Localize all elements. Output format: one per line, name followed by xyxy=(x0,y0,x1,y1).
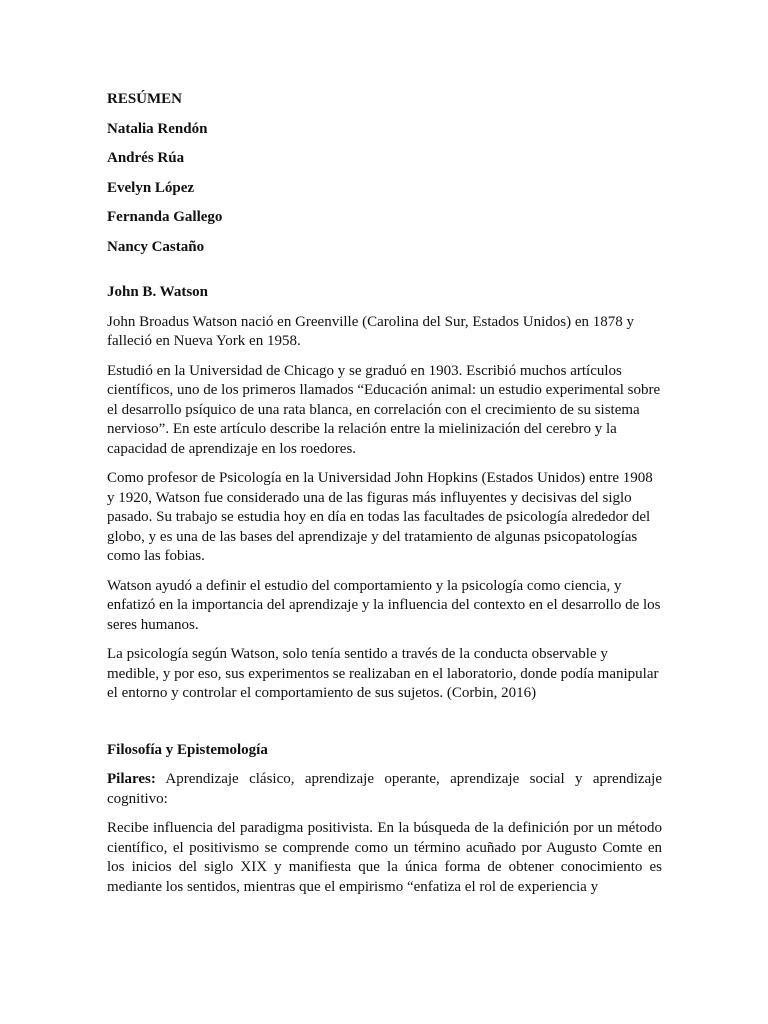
section-spacer xyxy=(107,714,662,741)
paragraph: Watson ayudó a definir el estudio del comportamiento y la psicología como ciencia, y enfatizó en la importancia del aprendizaje y la influencia del contexto en el desarrollo de los seres humanos. xyxy=(107,577,661,633)
pillars-label: Pilares: xyxy=(107,771,156,787)
author-name: Evelyn López xyxy=(107,179,195,196)
pillars-text: Aprendizaje clásico, aprendizaje operante, aprendizaje social y aprendizaje cognitivo: xyxy=(107,771,662,807)
author-name: Andrés Rúa xyxy=(107,150,185,166)
paragraph: John Broadus Watson nació en Greenville (Carolina del Sur, Estados Unidos) en 1878 y falleció en Nueva York en 1958. xyxy=(107,313,634,349)
document-header xyxy=(107,90,662,257)
paragraph: La psicología según Watson, solo tenía sentido a través de la conducta observable y medible, y por eso, sus experimentos se realizaban en el laboratorio, donde podía manipular el entorno y controlar el comportamiento de sus sujetos. (Corbin, 2016) xyxy=(107,646,659,701)
document-title: RESÚMEN xyxy=(107,91,183,107)
paragraph: Recibe influencia del paradigma positivista. En la búsqueda de la definición por un método científico, el positivismo se comprende como un término acuñado por Augusto Comte en los inicios del siglo XIX y manifiesta que la única forma de obtener conocimiento es mediante los sentidos, mientras que el empirismo “enfatiza el rol de experiencia y xyxy=(107,820,662,895)
section-heading-philosophy: Filosofía y Epistemología xyxy=(107,741,268,758)
paragraph: Estudió en la Universidad de Chicago y se graduó en 1903. Escribió muchos artículos científicos, uno de los primeros llamados “Educación animal: un estudio experimental sobre el desarrollo psíquico de una rata blanca, en correlación con el crecimiento de su sistema nervioso”. En este artículo describe la relación entre la mielinización del cerebro y la capacidad de aprendizaje en los roedores. xyxy=(107,362,661,457)
section-heading-watson: John B. Watson xyxy=(107,284,209,300)
author-name: Natalia Rendón xyxy=(107,120,208,137)
author-name: Nancy Castaño xyxy=(107,238,205,255)
paragraph: Como profesor de Psicología en la Universidad John Hopkins (Estados Unidos) entre 1908 y 1920, Watson fue considerado una de las figuras más influyentes y decisivas del siglo pasado. Su trabajo se estudia hoy en día en todas las facultades de psicología alrededor del globo, y es una de las bases del aprendizaje y del tratamiento de algunas psicopatologías como las fobias. xyxy=(107,470,653,564)
pillars-paragraph xyxy=(107,770,662,809)
author-name: Fernanda Gallego xyxy=(107,209,223,225)
document-content xyxy=(107,90,662,907)
